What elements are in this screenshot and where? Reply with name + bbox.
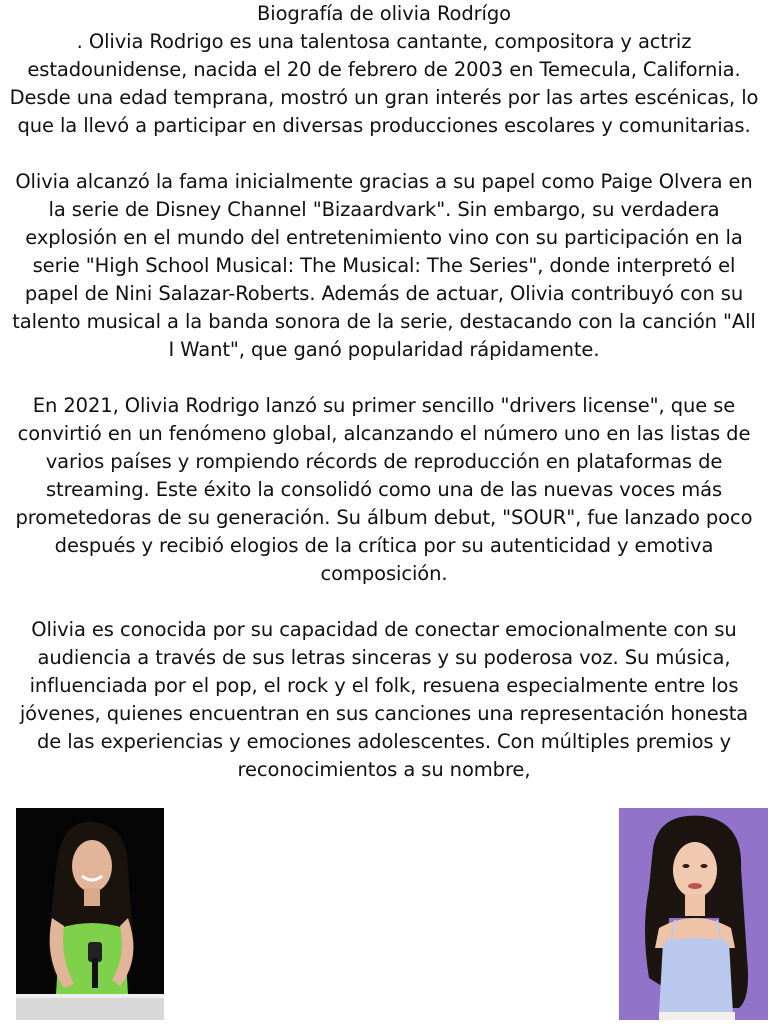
paragraph-drivers-license: En 2021, Olivia Rodrigo lanzó su primer sencillo "drivers license", que se convirtió en un fenómeno global, alcanzando el número uno en las listas de varios países y rompiendo récords de reproducción en plataformas de streaming. Este éxito la consolidó como una de las nuevas voces más prometedoras de su generación. Su álbum debut, "SOUR", fue lanzado poco después y recibió elogios de la crítica por su autenticidad y emotiva composición. xyxy=(15,394,753,585)
photo-performing xyxy=(16,808,164,1020)
paragraph-audience: Olivia es conocida por su capacidad de conectar emocionalmente con su audiencia a través de sus letras sinceras y su poderosa voz. Su música, influenciada por el pop, el rock y el folk, resuena especialmente entre los jóvenes, quienes encuentran en sus canciones una representación honesta de las experiencias y emociones adolescentes. Con múltiples premios y reconocimientos a su nombre, xyxy=(19,618,749,781)
paragraph-intro: . Olivia Rodrigo es una talentosa cantante, compositora y actriz estadounidense, nacida el 20 de febrero de 2003 en Temecula, California. Desde una edad temprana, mostró un gran interés por las artes escénicas, lo que la llevó a participar en diversas producciones escolares y comunitarias. xyxy=(9,30,759,137)
biography-text xyxy=(8,0,760,784)
paragraph-career: Olivia alcanzó la fama inicialmente gracias a su papel como Paige Olvera en la serie de Disney Channel "Bizaardvark". Sin embargo, su verdadera explosión en el mundo del entretenimiento vino con su participación en la serie "High School Musical: The Musical: The Series", donde interpretó el papel de Nini Salazar-Roberts. Además de actuar, Olivia contribuyó con su talento musical a la banda sonora de la serie, destacando con la canción "All I Want", que ganó popularidad rápidamente. xyxy=(12,170,756,361)
document-title: Biografía de olivia Rodrígo xyxy=(257,2,511,25)
photo-portrait xyxy=(619,808,768,1020)
performing-portrait-image xyxy=(16,808,164,1020)
purple-portrait-image xyxy=(619,808,768,1020)
